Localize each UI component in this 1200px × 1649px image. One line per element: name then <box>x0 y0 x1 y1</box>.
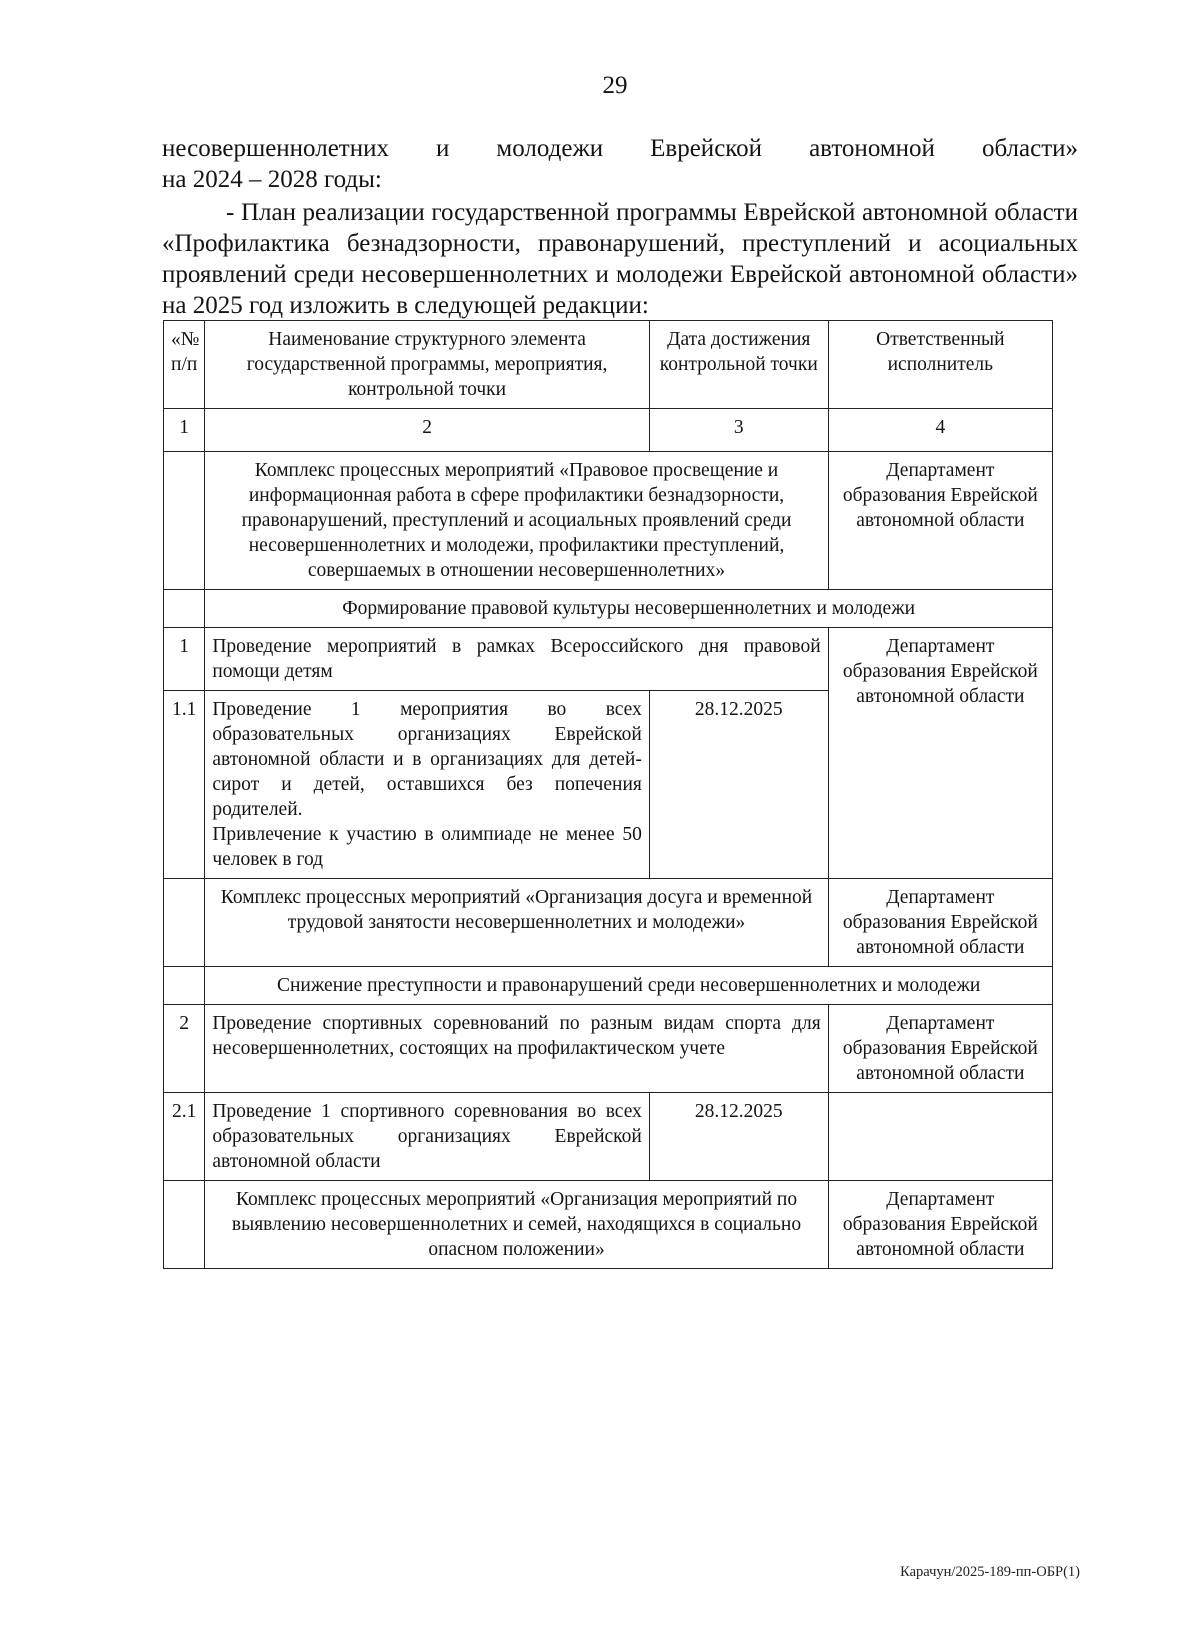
column-index: 3 <box>649 409 828 452</box>
point-1-1-text <box>205 691 650 879</box>
intro-word: автономной <box>809 135 935 162</box>
point-2-1-responsible <box>828 1093 1052 1181</box>
complex-3-text: Комплекс процессных мероприятий «Организация мероприятий по выявлению несовершеннолетних и семей, находящихся в социально опасном положении» <box>205 1181 828 1269</box>
table-row <box>164 628 1053 691</box>
intro-word: молодежи <box>496 135 604 162</box>
row-num <box>164 879 205 967</box>
page-number: 29 <box>602 72 628 99</box>
event-1-text: Проведение мероприятий в рамках Всероссийского дня правовой помощи детям <box>205 628 828 691</box>
point-1-1-num: 1.1 <box>164 691 205 879</box>
row-num <box>164 590 205 628</box>
header-date: Дата достижения контрольной точки <box>649 321 828 409</box>
table-row <box>164 452 1053 590</box>
table-row <box>164 1093 1053 1181</box>
event-1-responsible: Департамент образования Еврейской автономной области <box>828 628 1052 879</box>
intro-word: Еврейской <box>650 135 763 162</box>
table-row <box>164 1181 1053 1269</box>
intro-paragraph: - План реализации государственной программы Еврейской автономной области «Профилактика безнадзорности, правонарушений, преступлений и асоциальных проявлений среди несовершеннолетних и молодежи Еврейской автономной области» на 2025 год изложить в следующей редакции: <box>162 199 1078 319</box>
intro-word: области» <box>981 135 1079 162</box>
intro-line-2: на 2024 – 2028 годы: <box>162 166 382 193</box>
table-row <box>164 967 1053 1005</box>
table-header-row <box>164 321 1053 409</box>
point-2-1-date: 28.12.2025 <box>649 1093 828 1181</box>
header-responsible: Ответственный исполнитель <box>828 321 1052 409</box>
header-name: Наименование структурного элемента государственной программы, мероприятия, контрольной точки <box>205 321 650 409</box>
row-num <box>164 1181 205 1269</box>
point-1-1-text-line: Проведение 1 мероприятия во всех образовательных организациях Еврейской автономной области и в организациях для детей-сирот и детей, оставшихся без попечения родителей. <box>212 699 642 820</box>
row-num <box>164 452 205 590</box>
table-row <box>164 1005 1053 1093</box>
intro-line-1 <box>162 133 1078 164</box>
complex-2-responsible: Департамент образования Еврейской автономной области <box>828 879 1052 967</box>
intro-word: и <box>436 135 450 162</box>
point-1-1-date: 28.12.2025 <box>649 691 828 879</box>
task-2-text: Снижение преступности и правонарушений среди несовершеннолетних и молодежи <box>205 967 1053 1005</box>
row-num <box>164 967 205 1005</box>
column-index-row <box>164 409 1053 452</box>
intro-word: несовершеннолетних <box>162 135 389 162</box>
event-2-responsible: Департамент образования Еврейской автономной области <box>828 1005 1052 1093</box>
plan-table <box>163 320 1053 1269</box>
event-2-num: 2 <box>164 1005 205 1093</box>
column-index: 1 <box>164 409 205 452</box>
header-num: «№ п/п <box>164 321 205 409</box>
point-2-1-text: Проведение 1 спортивного соревнования во всех образовательных организациях Еврейской автономной области <box>205 1093 650 1181</box>
task-1-text: Формирование правовой культуры несовершеннолетних и молодежи <box>205 590 1053 628</box>
table-row <box>164 879 1053 967</box>
table-row <box>164 590 1053 628</box>
complex-1-responsible: Департамент образования Еврейской автономной области <box>828 452 1052 590</box>
point-2-1-num: 2.1 <box>164 1093 205 1181</box>
event-2-text: Проведение спортивных соревнований по разным видам спорта для несовершеннолетних, состоящих на профилактическом учете <box>205 1005 828 1093</box>
complex-1-text: Комплекс процессных мероприятий «Правовое просвещение и информационная работа в сфере профилактики безнадзорности, правонарушений, преступлений и асоциальных проявлений среди несовершеннолетних и молодежи, профилактики преступлений, совершаемых в отношении несовершеннолетних» <box>205 452 828 590</box>
column-index: 2 <box>205 409 650 452</box>
event-1-num: 1 <box>164 628 205 691</box>
point-1-1-text-line: Привлечение к участию в олимпиаде не менее 50 человек в год <box>212 824 642 870</box>
complex-2-text: Комплекс процессных мероприятий «Организация досуга и временной трудовой занятости несовершеннолетних и молодежи» <box>205 879 828 967</box>
document-code: Карачун/2025-189-пп-ОБР(1) <box>900 1564 1080 1580</box>
complex-3-responsible: Департамент образования Еврейской автономной области <box>828 1181 1052 1269</box>
column-index: 4 <box>828 409 1052 452</box>
